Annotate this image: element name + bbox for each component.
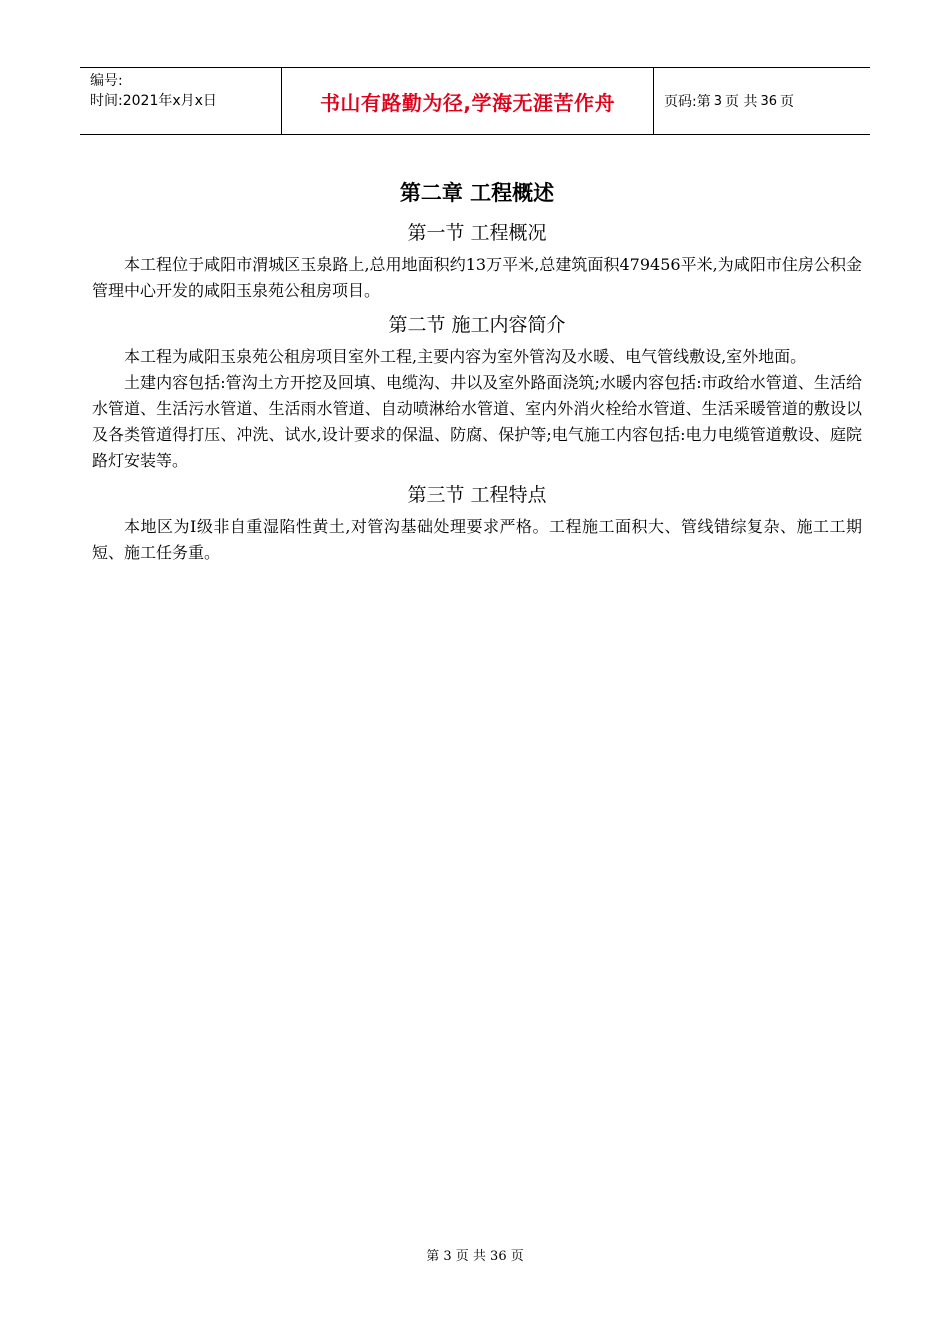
paragraph: 本工程为咸阳玉泉苑公租房项目室外工程,主要内容为室外管沟及水暖、电气管线敷设,室外地面。 [124, 347, 807, 366]
page-mid: 页 共 [725, 94, 758, 110]
page-prefix: 页码:第 [664, 94, 711, 110]
header-motto-cell [282, 68, 654, 134]
page-suffix: 页 [780, 94, 794, 110]
header-page-cell [654, 68, 870, 134]
page-total: 36 [760, 93, 777, 109]
page-header [80, 67, 870, 135]
document-body [92, 178, 862, 566]
document-number-label: 编号: [90, 73, 123, 89]
chapter-title: 第二章 工程概述 [399, 180, 555, 205]
section-title: 第三节 工程特点 [407, 484, 547, 506]
header-meta-cell [80, 68, 282, 134]
document-time-label: 时间:2021年x月x日 [90, 93, 217, 109]
header-motto: 书山有路勤为径,学海无涯苦作舟 [319, 90, 616, 115]
section-title: 第一节 工程概况 [407, 222, 547, 244]
paragraph: 土建内容包括:管沟土方开挖及回填、电缆沟、井以及室外路面浇筑;水暖内容包括:市政给水管道、生活给水管道、生活污水管道、生活雨水管道、自动喷淋给水管道、室内外消火栓给水管道、生活采暖管道的敷设以及各类管道得打压、冲洗、试水,设计要求的保温、防腐、保护等;电气施工内容包括:电力电缆管道敷设、庭院路灯安装等。 [92, 373, 862, 470]
paragraph: 本地区为Ⅰ级非自重湿陷性黄土,对管沟基础处理要求严格。工程施工面积大、管线错综复杂、施工工期短、施工任务重。 [92, 517, 862, 562]
paragraph: 本工程位于咸阳市渭城区玉泉路上,总用地面积约13万平米,总建筑面积479456平米,为咸阳市住房公积金管理中心开发的咸阳玉泉苑公租房项目。 [92, 255, 862, 300]
page-footer: 第 3 页 共 36 页 [426, 1249, 524, 1264]
page-current: 3 [713, 93, 722, 109]
section-title: 第二节 施工内容简介 [388, 314, 566, 336]
